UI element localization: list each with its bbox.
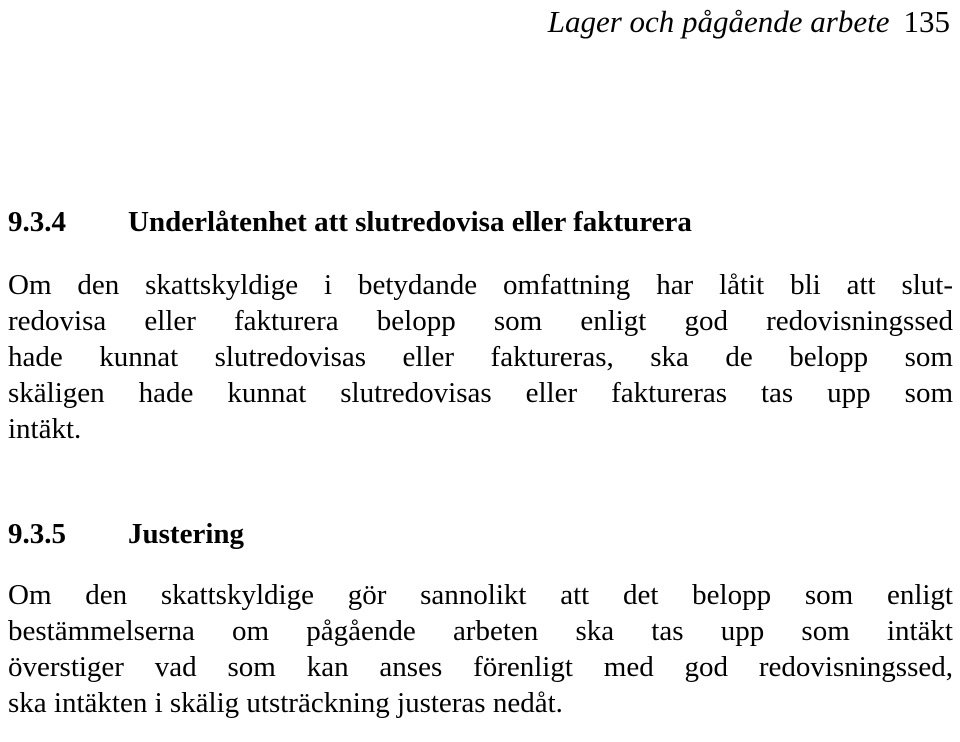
- paragraph-line: intäkt.: [8, 413, 82, 445]
- running-header-title: Lager och pågående arbete: [547, 4, 890, 39]
- section-number: 9.3.4: [8, 206, 66, 238]
- paragraph-line: bestämmelserna om pågående arbeten ska tas upp som intäkt: [8, 615, 953, 647]
- paragraph-line: ska intäkten i skälig utsträckning justeras nedåt.: [8, 687, 563, 719]
- paragraph-line: överstiger vad som kan anses förenligt med god redovisningssed,: [8, 651, 953, 683]
- section-9-3-5-paragraph: [8, 577, 953, 721]
- paragraph-line: skäligen hade kunnat slutredovisas eller faktureras tas upp som: [8, 377, 953, 409]
- running-header: [548, 0, 950, 44]
- section-9-3-4-paragraph: [8, 267, 953, 447]
- paragraph-line: redovisa eller fakturera belopp som enligt god redovisningssed: [8, 305, 953, 337]
- section-number: 9.3.5: [8, 518, 66, 550]
- section-title: Underlåtenhet att slutredovisa eller fakturera: [128, 206, 692, 238]
- paragraph-line: Om den skattskyldige gör sannolikt att det belopp som enligt: [8, 579, 953, 611]
- paragraph-line: Om den skattskyldige i betydande omfattning har låtit bli att slut-: [8, 269, 953, 301]
- section-title: Justering: [128, 518, 244, 550]
- paragraph-line: hade kunnat slutredovisas eller faktureras, ska de belopp som: [8, 341, 953, 373]
- section-heading-9-3-4: [8, 202, 692, 242]
- section-heading-9-3-5: [8, 514, 244, 554]
- page-number: 135: [903, 4, 950, 39]
